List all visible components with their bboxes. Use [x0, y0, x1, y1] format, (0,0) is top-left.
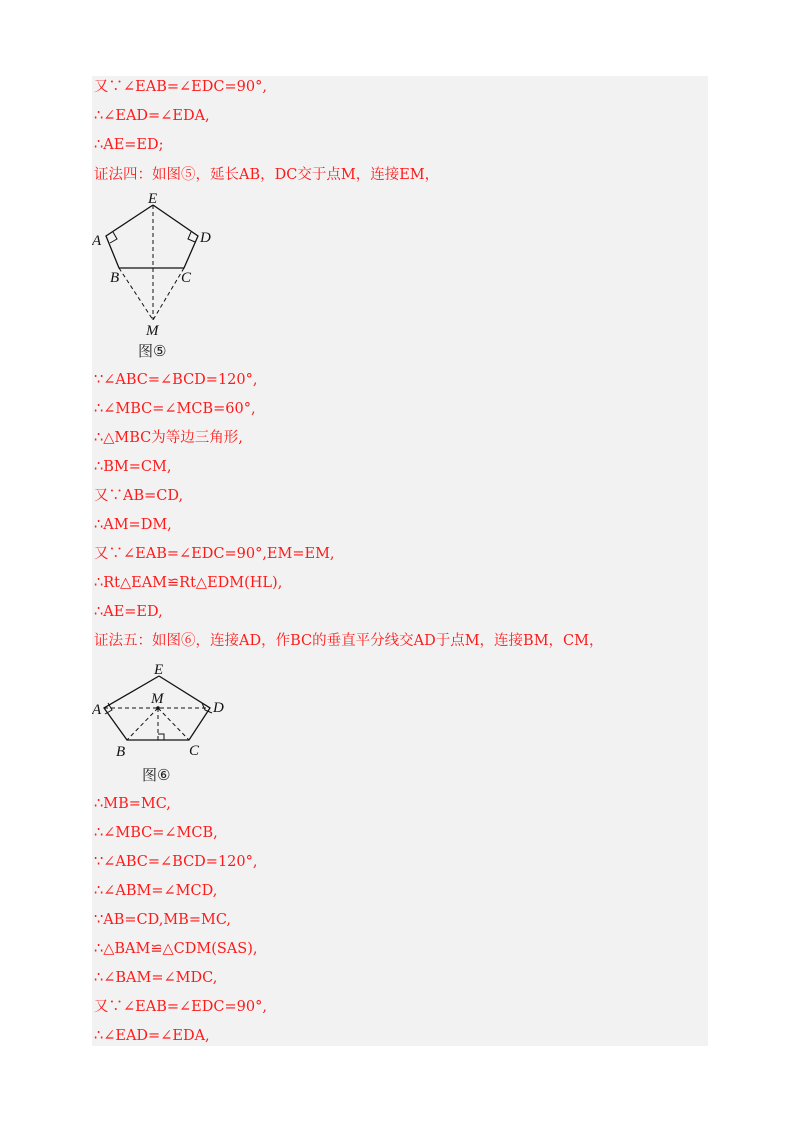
label-C: C	[189, 743, 200, 759]
proof-line: ∴∠MBC=∠MCB,	[94, 825, 218, 841]
proof-line: ∵∠ABC=∠BCD=120°,	[94, 372, 258, 388]
proof-line: ∴△BAM≌△CDM(SAS),	[94, 941, 258, 957]
proof-line: ∴MB=MC,	[94, 796, 171, 812]
proof-line: ∵AB=CD,MB=MC,	[94, 912, 231, 928]
figure-6-caption: 图⑥	[142, 766, 171, 784]
proof-line: ∵∠ABC=∠BCD=120°,	[94, 854, 258, 870]
proof-line: ∴AM=DM,	[94, 517, 172, 533]
figure-6-diagram	[92, 658, 242, 762]
figure-6	[92, 658, 242, 786]
proof-line: ∴AE=ED,	[94, 604, 163, 620]
proof-line: ∴AE=ED;	[94, 137, 164, 153]
label-M: M	[151, 691, 164, 707]
label-B: B	[116, 744, 126, 760]
label-E: E	[154, 662, 164, 678]
label-D: D	[200, 230, 211, 246]
proof-line: ∴∠BAM=∠MDC,	[94, 970, 218, 986]
proof-line: 又∵AB=CD,	[94, 488, 184, 504]
proof-line: 又∵∠EAB=∠EDC=90°,	[94, 79, 267, 95]
proof-line: ∴∠MBC=∠MCB=60°,	[94, 401, 256, 417]
label-C: C	[181, 270, 192, 286]
label-A: A	[92, 702, 102, 718]
figure-5-caption: 图⑤	[138, 342, 167, 360]
label-E: E	[148, 192, 158, 207]
proof-line: ∴∠ABM=∠MCD,	[94, 883, 218, 899]
figure-5	[92, 192, 242, 368]
proof-line: 又∵∠EAB=∠EDC=90°,EM=EM,	[94, 546, 335, 562]
proof-line: ∴∠EAD=∠EDA,	[94, 1028, 210, 1044]
label-B: B	[110, 270, 120, 286]
proof-heading: 证法五：如图⑥，连接AD，作BC的垂直平分线交AD于点M，连接BM，CM，	[94, 633, 604, 649]
proof-line: ∴△MBC为等边三角形,	[94, 430, 243, 446]
label-M: M	[146, 323, 159, 339]
proof-line: ∴Rt△EAM≌Rt△EDM(HL),	[94, 575, 283, 591]
proof-heading: 证法四：如图⑤，延长AB，DC交于点M，连接EM，	[94, 167, 440, 183]
label-A: A	[92, 233, 102, 249]
figure-5-diagram	[92, 192, 242, 342]
label-D: D	[213, 700, 224, 716]
proof-line: 又∵∠EAB=∠EDC=90°,	[94, 999, 267, 1015]
proof-line: ∴∠EAD=∠EDA,	[94, 108, 210, 124]
proof-line: ∴BM=CM,	[94, 459, 172, 475]
